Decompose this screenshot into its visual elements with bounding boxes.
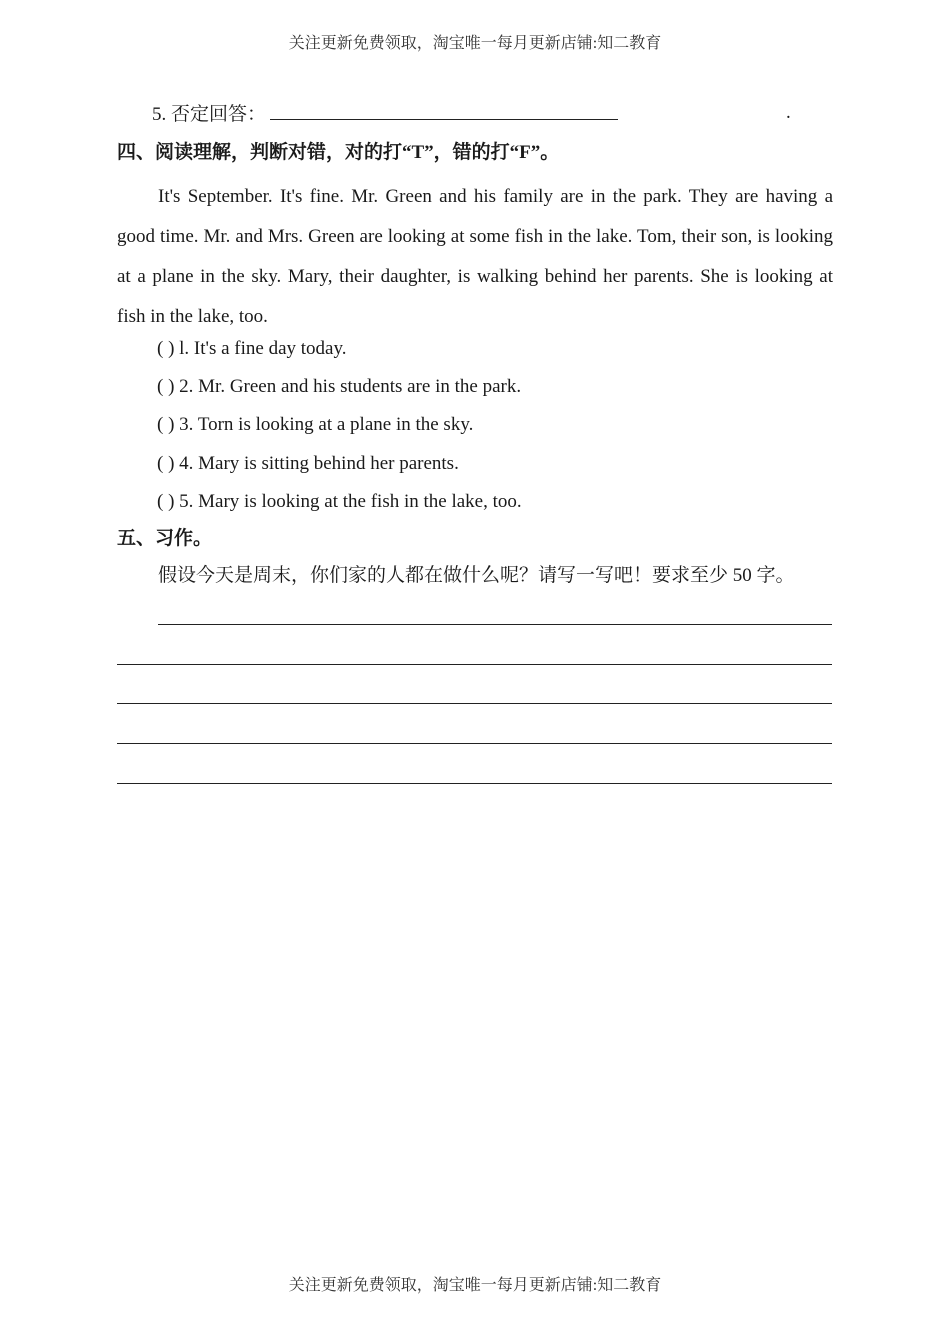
list-item: [157, 452, 459, 476]
question-5-negative-answer: [152, 101, 618, 127]
item-text: 2. Mr. Green and his students are in the park.: [179, 376, 522, 397]
list-item: [157, 490, 522, 514]
list-item: [157, 375, 521, 399]
page-footer: 关注更新免费领取，淘宝唯一每月更新店铺:知二教育: [288, 1277, 662, 1294]
page-header: 关注更新免费领取，淘宝唯一每月更新店铺:知二教育: [288, 35, 662, 52]
writing-line[interactable]: [117, 703, 832, 704]
item-text: 5. Mary is looking at the fish in the lake, too.: [179, 491, 522, 512]
item-text: l. It's a fine day today.: [179, 338, 347, 359]
answer-bracket[interactable]: ( ): [157, 376, 175, 397]
writing-line[interactable]: [117, 783, 832, 784]
section-5-title: 五、习作。: [117, 528, 213, 549]
writing-line[interactable]: [117, 664, 832, 665]
writing-line[interactable]: [117, 743, 832, 744]
writing-prompt: 假设今天是周末，你们家的人都在做什么呢？请写一写吧！要求至少 50 字。: [158, 565, 795, 586]
item-text: 4. Mary is sitting behind her parents.: [179, 453, 459, 474]
list-item: [157, 413, 473, 437]
question-5-period: .: [786, 102, 791, 123]
question-5-label: 5. 否定回答：: [152, 104, 267, 125]
answer-bracket[interactable]: ( ): [157, 338, 175, 359]
answer-bracket[interactable]: ( ): [157, 414, 175, 435]
answer-bracket[interactable]: ( ): [157, 453, 175, 474]
item-text: 3. Torn is looking at a plane in the sky.: [179, 414, 474, 435]
writing-line[interactable]: [158, 624, 832, 625]
section-4-title: 四、阅读理解，判断对错，对的打“T”，错的打“F”。: [117, 142, 560, 163]
answer-bracket[interactable]: ( ): [157, 491, 175, 512]
answer-blank[interactable]: [270, 101, 618, 120]
reading-passage: It's September. It's fine. Mr. Green and his family are in the park. They are having a good time. Mr. and Mrs. Green are looking at some fish in the lake. Tom, their son, is looking at a plane in the sky. Mary, their daughter, is walking behind her parents. She is looking at fish in the lake, too.: [117, 186, 833, 327]
list-item: [157, 337, 347, 361]
